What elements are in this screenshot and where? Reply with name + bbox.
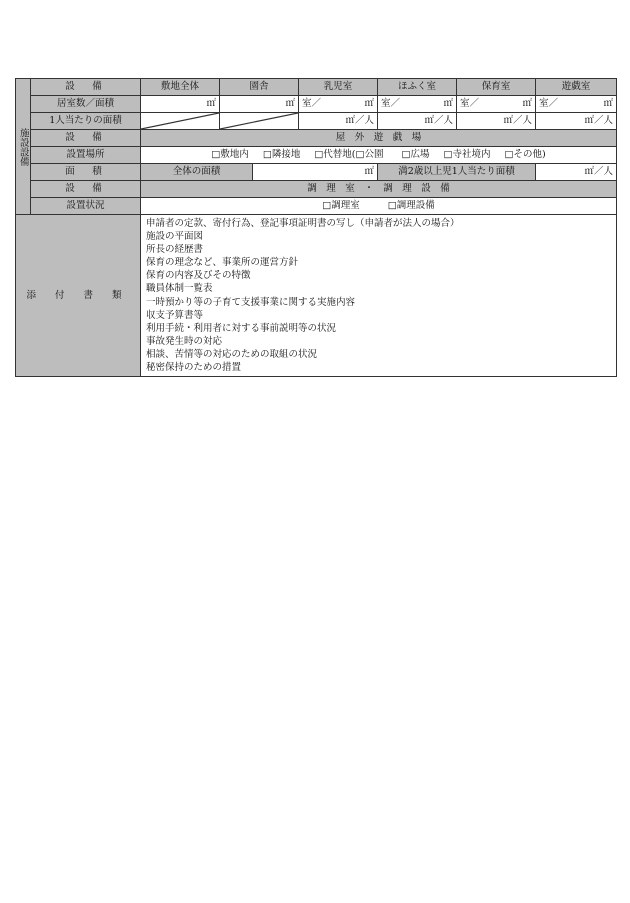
attachment-item: 事故発生時の対応 (146, 335, 223, 347)
facility-form-table (15, 78, 617, 377)
checkbox-plaza[interactable]: □広場 (401, 149, 430, 161)
checkbox-adjacent[interactable]: □隣接地 (262, 149, 301, 161)
kitchen-options (141, 198, 617, 215)
attachments-row (16, 215, 617, 377)
attachment-item: 収支予算書等 (146, 309, 204, 321)
unit-sqm: ㎡ (522, 98, 533, 110)
unit-sqm: ㎡ (206, 98, 216, 110)
equipment-header-row (16, 79, 617, 96)
play-room-per-person-field[interactable] (536, 113, 617, 130)
diagonal-line (220, 113, 298, 129)
checkbox-temple-grounds[interactable]: □寺社境内 (443, 149, 491, 161)
checkbox-kitchen-equipment[interactable]: □調理設備 (387, 200, 435, 212)
nursery-room-per-person-field[interactable] (457, 113, 536, 130)
per-person-row (16, 113, 617, 130)
per-child-area-field[interactable] (536, 164, 617, 181)
attachment-item: 所長の経歴書 (146, 244, 204, 256)
diagonal-line (141, 113, 219, 129)
section-label: 施設設備 (16, 79, 31, 215)
unit-sqm-per-person: ㎡／人 (424, 115, 454, 127)
checkbox-kitchen-room[interactable]: □調理室 (322, 200, 360, 212)
unit-sqm-per-person: ㎡／人 (503, 115, 533, 127)
col-building: 園舎 (220, 79, 299, 96)
attachment-item: 保育の内容及びその特徴 (146, 270, 251, 282)
attachment-item: 相談、苦情等の対応のための取組の状況 (146, 348, 318, 360)
unit-sqm: ㎡ (364, 98, 375, 110)
kitchen-title: 調 理 室 ・ 調 理 設 備 (141, 181, 617, 198)
location-options (141, 147, 617, 164)
playground-location-row (16, 147, 617, 164)
unit-sqm: ㎡ (285, 98, 296, 110)
kitchen-header-row (16, 181, 617, 198)
building-area-field[interactable] (220, 96, 299, 113)
rooms-area-row (16, 96, 617, 113)
attachment-item: 一時預かり等の子育て支援事業に関する実施内容 (146, 296, 356, 308)
attachment-item: 秘密保持のための措置 (146, 362, 242, 374)
attachment-item: 職員体制一覧表 (146, 283, 213, 295)
playground-area-row (16, 164, 617, 181)
site-area-field[interactable] (141, 96, 220, 113)
infant-room-per-person-field[interactable] (299, 113, 378, 130)
playground-equipment-label: 設 備 (31, 130, 141, 147)
room-prefix: 室／ (539, 98, 559, 110)
location-label: 設置場所 (31, 147, 141, 164)
rooms-area-label: 居室数／面積 (31, 96, 141, 113)
col-infant-room: 乳児室 (299, 79, 378, 96)
playground-header-row (16, 130, 617, 147)
unit-sqm: ㎡ (603, 98, 614, 110)
room-prefix: 室／ (302, 98, 322, 110)
attachments-list (141, 215, 617, 377)
site-per-person-crossed-cell (141, 113, 220, 130)
per-person-label: 1人当たりの面積 (31, 113, 141, 130)
unit-sqm-per-person: ㎡／人 (345, 115, 375, 127)
attachment-item: 利用手続・利用者に対する事前説明等の状況 (146, 322, 337, 334)
building-per-person-crossed-cell (220, 113, 299, 130)
total-area-field[interactable] (253, 164, 378, 181)
nursery-room-area-field[interactable] (457, 96, 536, 113)
kitchen-status-row (16, 198, 617, 215)
unit-sqm-per-person: ㎡／人 (584, 166, 614, 178)
room-prefix: 室／ (460, 98, 480, 110)
attachments-label: 添 付 書 類 (16, 215, 141, 377)
checkbox-on-site[interactable]: □敷地内 (211, 149, 249, 161)
total-area-label: 全体の面積 (141, 164, 253, 181)
equipment-header-label: 設 備 (31, 79, 141, 96)
area-label: 面 積 (31, 164, 141, 181)
crawling-room-per-person-field[interactable] (378, 113, 457, 130)
col-nursery-room: 保育室 (457, 79, 536, 96)
infant-room-area-field[interactable] (299, 96, 378, 113)
crawling-room-area-field[interactable] (378, 96, 457, 113)
kitchen-equipment-label: 設 備 (31, 181, 141, 198)
play-room-area-field[interactable] (536, 96, 617, 113)
checkbox-alternative[interactable]: □代替地(□公園 (314, 149, 384, 161)
attachment-item: 保育の理念など、事業所の運営方針 (146, 257, 299, 269)
per-child-area-label: 満2歳以上児1人当たり面積 (378, 164, 536, 181)
col-crawling-room: ほふく室 (378, 79, 457, 96)
attachment-item: 施設の平面図 (146, 231, 204, 243)
attachment-item: 申請者の定款、寄付行為、登記事項証明書の写し（申請者が法人の場合） (146, 218, 460, 229)
unit-sqm: ㎡ (443, 98, 454, 110)
room-prefix: 室／ (381, 98, 401, 110)
col-play-room: 遊戯室 (536, 79, 617, 96)
unit-sqm-per-person: ㎡／人 (584, 115, 614, 127)
unit-sqm: ㎡ (364, 166, 375, 178)
playground-title: 屋 外 遊 戯 場 (141, 130, 617, 147)
kitchen-status-label: 設置状況 (31, 198, 141, 215)
col-site: 敷地全体 (141, 79, 220, 96)
checkbox-other[interactable]: □その他) (504, 149, 546, 161)
